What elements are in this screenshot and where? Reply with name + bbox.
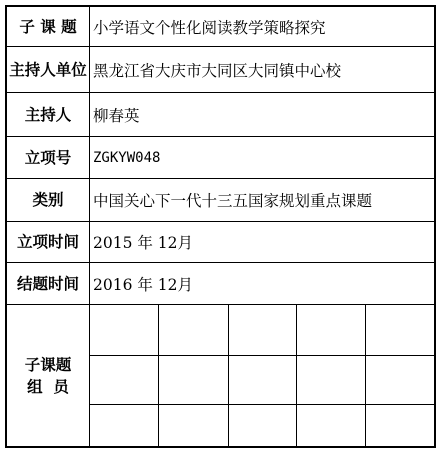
member-cell — [159, 356, 229, 405]
member-cell — [366, 405, 434, 446]
row-host — [7, 93, 434, 137]
label-host-unit: 主持人单位 — [7, 47, 90, 92]
member-cell — [159, 305, 229, 356]
value-end-date: 2016 年 12月 — [93, 275, 194, 294]
member-cell — [90, 405, 159, 446]
label-project-number: 立项号 — [7, 137, 90, 178]
label-end-date: 结题时间 — [7, 263, 90, 304]
member-cell — [90, 305, 159, 356]
label-host: 主持人 — [7, 93, 90, 136]
value-start-date: 2015 年 12月 — [93, 234, 194, 252]
value-host-unit: 黑龙江省大庆市大同区大同镇中心校 — [93, 61, 342, 80]
member-cell — [366, 356, 434, 405]
label-subproject: 子 课 题 — [7, 7, 90, 46]
member-cell — [297, 405, 366, 446]
row-category — [7, 179, 434, 222]
row-start-date — [7, 222, 434, 263]
row-end-date — [7, 263, 434, 305]
row-subproject — [7, 7, 434, 47]
member-cell — [297, 356, 366, 405]
project-info-form — [5, 5, 436, 448]
member-cell — [297, 305, 366, 356]
row-project-number — [7, 137, 434, 179]
member-cell — [159, 405, 229, 446]
label-category: 类别 — [7, 179, 90, 221]
value-subproject: 小学语文个性化阅读教学策略探究 — [93, 18, 326, 37]
member-cell — [366, 305, 434, 356]
row-members — [7, 305, 434, 446]
label-members: 子课题 组 员 — [7, 305, 90, 446]
value-project-number: ZGKYW048 — [93, 149, 161, 166]
member-cell — [229, 356, 297, 405]
member-cell — [90, 356, 159, 405]
label-start-date: 立项时间 — [7, 222, 90, 262]
value-host: 柳春英 — [93, 106, 140, 125]
member-cell — [229, 305, 297, 356]
row-host-unit — [7, 47, 434, 93]
value-category: 中国关心下一代十三五国家规划重点课题 — [93, 192, 373, 210]
members-grid — [90, 305, 434, 446]
member-cell — [229, 405, 297, 446]
